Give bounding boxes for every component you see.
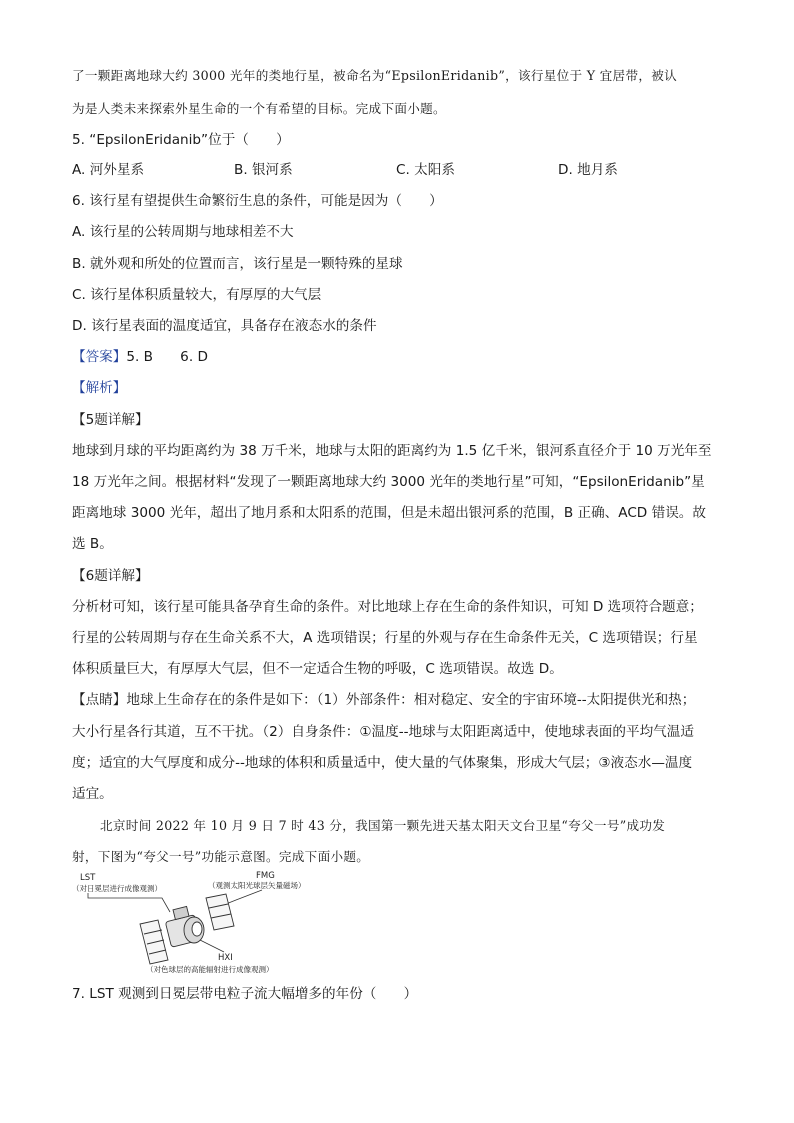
q6-option-a: A. 该行星的公转周期与地球相差不大 <box>72 224 294 240</box>
detail-5-line-4: 选 B。 <box>72 536 113 552</box>
tips-line-1: 【点睛】地球上生命存在的条件是如下：（1）外部条件：相对稳定、安全的宇宙环境--太阳提供光和热； <box>72 692 696 708</box>
fmg-desc: （观测太阳光球层矢量磁场） <box>208 881 306 890</box>
tips-line-2: 大小行星各行其道，互不干扰。（2）自身条件：①温度--地球与太阳距离适中，使地球表面的平均气温适 <box>72 724 694 740</box>
material-intro-line-2: 为是人类未来探索外星生命的一个有希望的目标。完成下面小题。 <box>72 101 446 116</box>
hxi-desc: （对色球层的高能辐射进行成像观测） <box>146 965 274 974</box>
lst-label: LST <box>80 873 96 883</box>
answer-label: 【答案】 <box>72 349 127 365</box>
detail-5-line-3: 距离地球 3000 光年，超出了地月系和太阳系的范围，但是未超出银河系的范围，B 正确、ACD 错误。故 <box>72 505 706 521</box>
detail-5-line-2: 18 万光年之间。根据材料“发现了一颗距离地球大约 3000 光年的类地行星”可知，“EpsilonEridanib”星 <box>72 474 705 490</box>
material-2-line-2: 射，下图为“夸父一号”功能示意图。完成下面小题。 <box>72 849 370 864</box>
q5-option-a: A. 河外星系 <box>72 162 145 178</box>
hxi-label: HXI <box>218 953 233 963</box>
answer-line <box>72 347 722 367</box>
q6-option-d: D. 该行星表面的温度适宜，具备存在液态水的条件 <box>72 318 377 334</box>
material-intro-line-1: 了一颗距离地球大约 3000 光年的类地行星，被命名为“EpsilonEridanib”，该行星位于 Y 宜居带，被认 <box>72 68 678 83</box>
fmg-label: FMG <box>256 871 275 881</box>
tips-line-3: 度；适宜的大气厚度和成分--地球的体积和质量适中，使大量的气体聚集，形成大气层；③液态水—温度 <box>72 755 693 771</box>
detail-6-line-1: 分析材可知，该行星可能具备孕育生命的条件。对比地球上存在生命的条件知识，可知 D 选项符合题意； <box>72 599 703 615</box>
tips-line-4: 适宜。 <box>72 786 113 802</box>
q5-option-c: C. 太阳系 <box>396 162 455 178</box>
answer-text: 5. B 6. D <box>126 349 208 365</box>
analysis-label: 【解析】 <box>72 380 127 396</box>
lst-leader-line <box>88 893 170 912</box>
q6-option-b: B. 就外观和所处的位置而言，该行星是一颗特殊的星球 <box>72 256 403 272</box>
lst-desc: （对日冕层进行成像观测） <box>72 884 162 893</box>
detail-6-title: 【6题详解】 <box>72 568 149 584</box>
q5-option-d: D. 地月系 <box>558 162 618 178</box>
detail-6-line-3: 体积质量巨大，有厚厚大气层，但不一定适合生物的呼吸，C 选项错误。故选 D。 <box>72 661 563 677</box>
question-7-stem: 7. LST 观测到日冕层带电粒子流大幅增多的年份（ ） <box>72 986 418 1002</box>
material-2-line-1: 北京时间 2022 年 10 月 9 日 7 时 43 分，我国第一颗先进天基太阳天文台卫星“夸父一号”成功发 <box>100 818 666 833</box>
question-5-stem: 5. “EpsilonEridanib”位于（ ） <box>72 132 290 148</box>
q6-option-c: C. 该行星体积质量较大，有厚厚的大气层 <box>72 287 322 303</box>
question-6-stem: 6. 该行星有望提供生命繁衍生息的条件，可能是因为（ ） <box>72 193 443 209</box>
detail-5-line-1: 地球到月球的平均距离约为 38 万千米，地球与太阳的距离约为 1.5 亿千米，银河系直径介于 10 万光年至 <box>72 443 712 459</box>
detail-6-line-2: 行星的公转周期与存在生命关系不大，A 选项错误；行星的外观与存在生命条件无关，C 选项错误；行星 <box>72 630 698 646</box>
satellite-figure <box>66 868 336 980</box>
right-solar-panel <box>206 894 234 930</box>
detail-5-title: 【5题详解】 <box>72 412 149 428</box>
hxi-leader-line <box>200 940 224 952</box>
q5-option-b: B. 银河系 <box>234 162 293 178</box>
